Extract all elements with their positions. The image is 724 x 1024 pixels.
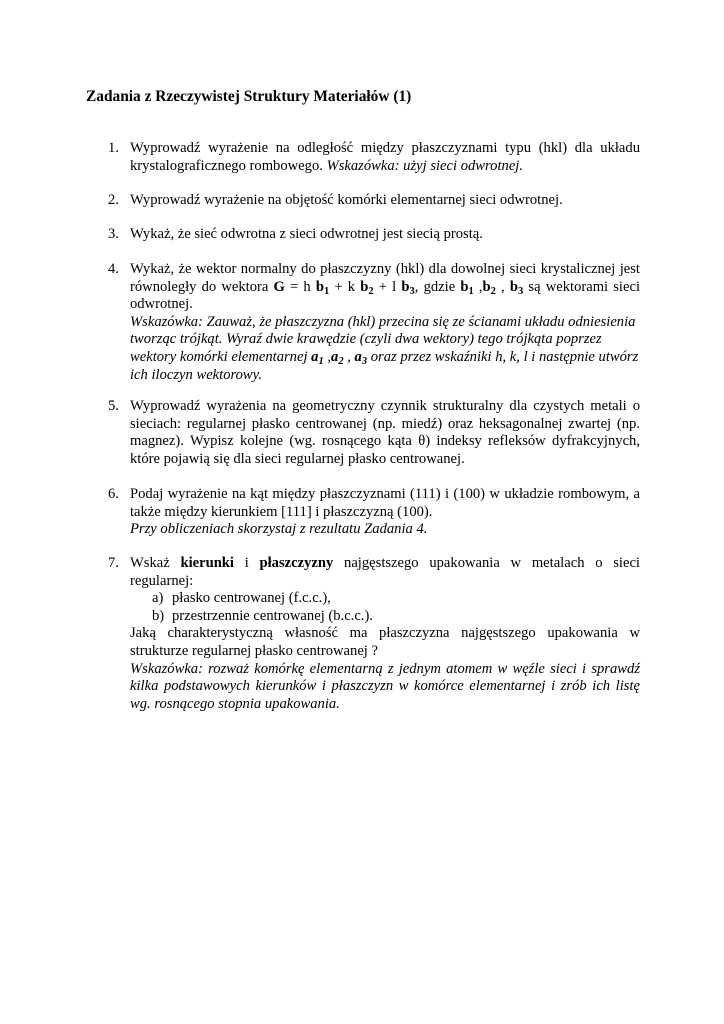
task-text: Wyprowadź wyrażenia na geometryczny czynnik strukturalny dla czystych metali o sieciach: regularnej płasko centrowanej (np. miedź) oraz heksagonalnej zwartej (np. magnez). Wypisz kolejne (wg. rosnącego kąta θ) indeksy refleksów dyfrakcyjnych, które pojawią się dla sieci regularnej płasko centrowanej. [130,398,640,467]
subscript: 1 [318,355,324,367]
task-text: Wskaż [130,555,170,571]
task-number: 3. [108,226,119,242]
vector-b: b [509,278,518,295]
list-item-label: a) [152,590,164,607]
task-body [130,226,640,244]
vector-b: b [482,278,491,295]
task-text: + l [378,278,397,295]
vector-a: a [311,348,319,365]
vector-a: a [331,348,339,365]
task-text: Wykaż, że sieć odwrotna z sieci odwrotnej jest siecią prostą. [130,226,483,242]
task-body [130,398,640,468]
task-2 [108,192,640,210]
vector-b: b [360,278,369,295]
task-7 [108,555,640,713]
subscript: 2 [490,285,496,297]
task-text: Wyprowadź wyrażenie na odległość między płaszczyznami typu (hkl) dla układu krystalograficznego rombowego. [130,140,640,174]
task-body [130,192,640,210]
subscript: 2 [338,355,344,367]
keyword-planes: płaszczyzny [259,555,334,571]
task-body [130,261,640,314]
list-item [152,608,640,626]
vector-g: G [273,278,285,295]
list-item [152,590,640,608]
list-item-text: płasko centrowanej (f.c.c.), [172,590,331,607]
task-number: 5. [108,398,119,414]
task-text: + k [334,278,356,295]
task-text: Wykaż, że wektor normalny do płaszczyzny (hkl) dla dowolnej sieci krystalicznej jest równoległy do wektora [130,261,640,295]
task-1 [108,140,640,175]
subscript: 3 [409,285,415,297]
vector-a: a [354,348,362,365]
task-question: Jaką charakterystyczną własność ma płaszczyzna najgęstszego upakowania w strukturze regularnej płasko centrowanej ? [130,625,640,659]
list-item-text: przestrzennie centrowanej (b.c.c.). [172,607,373,624]
subscript: 3 [517,285,524,297]
task-body [130,555,640,590]
subscript: 3 [361,355,368,367]
task-number: 1. [108,140,119,156]
task-body [130,486,640,521]
task-6 [108,486,640,539]
sub-list [130,590,640,625]
hint-text: , [327,348,332,365]
task-text: najgęstszego upakowania w metalach o sieci regularnej: [130,555,640,589]
task-hint: Przy obliczeniach skorzystaj z rezultatu Zadania 4. [130,521,428,538]
task-hint: Wskazówka: rozważ komórkę elementarną z jednym atomem w węźle sieci i sprawdź kilka podstawowych kierunków i płaszczyzn w komórce elementarnej i zrób ich listę wg. rosnącego stopnia upakowania. [130,660,640,712]
task-text: i [244,555,249,571]
task-hint [130,314,640,384]
task-text: = h [290,278,311,295]
task-text: , [478,278,483,295]
task-text: , [501,278,505,295]
task-4 [108,261,640,384]
keyword-directions: kierunki [180,555,234,571]
task-text: Wyprowadź wyrażenie na objętość komórki elementarnej sieci odwrotnej. [130,192,563,208]
task-text: są wektorami sieci odwrotnej. [130,278,640,313]
task-text: , gdzie [414,278,456,295]
task-number: 7. [108,555,119,571]
hint-text: Wskazówka: Zauważ, że płaszczyzna (hkl) przecina się ze ścianami układu odniesienia tworząc trójkąt. Wyraź dwie krawędzie (czyli dwa wektory) tego trójkąta poprzez wektory komórki elementarnej [130,313,636,365]
task-number: 2. [108,192,119,208]
task-hint: Wskazówka: użyj sieci odwrotnej. [326,157,524,174]
document-title: Zadania z Rzeczywistej Struktury Materiałów (1) [86,88,412,105]
task-3 [108,226,640,244]
hint-text: oraz przez wskaźniki h, k, l i następnie utwórz ich iloczyn wektorowy. [130,348,639,383]
task-5 [108,398,640,468]
task-body [130,140,640,175]
vector-b: b [315,278,325,295]
subscript: 1 [324,285,330,297]
hint-text: , [347,348,351,365]
list-item-label: b) [152,607,165,624]
task-number: 6. [108,486,119,502]
subscript: 2 [368,285,374,297]
vector-b: b [401,278,410,295]
vector-b: b [460,278,469,295]
subscript: 1 [468,285,474,297]
task-text: Podaj wyrażenie na kąt między płaszczyznami (111) i (100) w układzie rombowym, a także między kierunkiem [111] i płaszczyzną (100). [130,486,640,520]
task-number: 4. [108,261,119,277]
